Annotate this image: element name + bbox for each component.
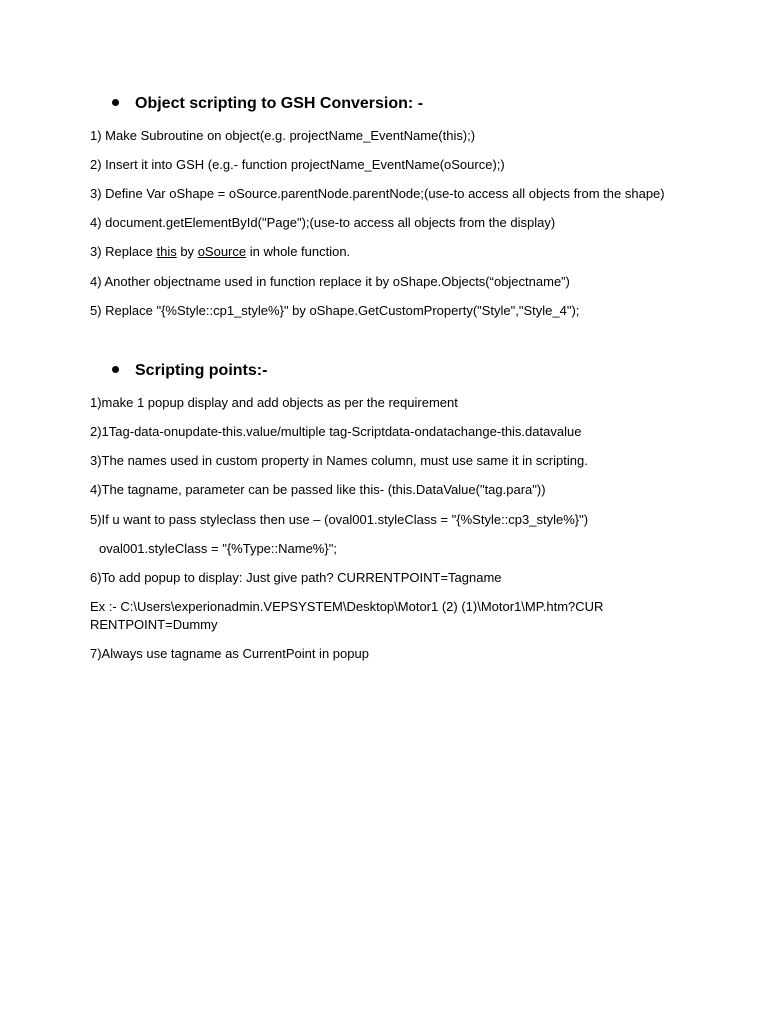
bullet-icon [112,366,119,373]
list-item: 5)If u want to pass styleclass then use – (oval001.styleClass = "{%Style::cp3_style%}") [90,512,589,527]
list-item: 3)The names used in custom property in Names column, must use same it in scripting. [90,453,588,468]
bullet-icon [112,99,119,106]
list-item-replace-this [90,243,350,261]
list-item: 6)To add popup to display: Just give path? CURRENTPOINT=Tagname [90,570,502,585]
list-item: 7)Always use tagname as CurrentPoint in popup [90,646,369,661]
underlined-word-osource: oSource [197,244,247,259]
list-item: 3) Define Var oShape = oSource.parentNode.parentNode;(use-to access all objects from the shape) [90,186,665,201]
item-prefix: 3) Replace [90,244,157,259]
section-heading-object-scripting [112,94,423,114]
list-item: 5) Replace "{%Style::cp1_style%}" by oShape.GetCustomProperty("Style","Style_4"); [90,303,580,318]
list-item: 4) document.getElementById("Page");(use-to access all objects from the display) [90,215,556,230]
list-item: 1) Make Subroutine on object(e.g. projectName_EventName(this);) [90,128,476,143]
list-item-indented: oval001.styleClass = "{%Type::Name%}"; [99,541,337,556]
heading-text: Scripting points:- [135,362,268,379]
list-item-example-path: Ex :- C:\Users\experionadmin.VEPSYSTEM\Desktop\Motor1 (2) (1)\Motor1\MP.htm?CURRENTPOINT=Dummy [90,599,604,632]
item-middle: by [176,244,198,259]
heading-text: Object scripting to GSH Conversion: - [135,95,424,112]
list-item: 4) Another objectname used in function replace it by oShape.Objects(“objectname”) [90,274,570,289]
section-heading-scripting-points [112,361,267,381]
list-item: 2) Insert it into GSH (e.g.- function projectName_EventName(oSource);) [90,157,505,172]
list-item: 2)1Tag-data-onupdate-this.value/multiple tag-Scriptdata-ondatachange-this.datavalue [90,424,582,439]
underlined-word-this: this [156,244,177,259]
item-suffix: in whole function. [246,244,351,259]
list-item: 1)make 1 popup display and add objects as per the requirement [90,395,458,410]
list-item: 4)The tagname, parameter can be passed like this- (this.DataValue("tag.para")) [90,482,546,497]
